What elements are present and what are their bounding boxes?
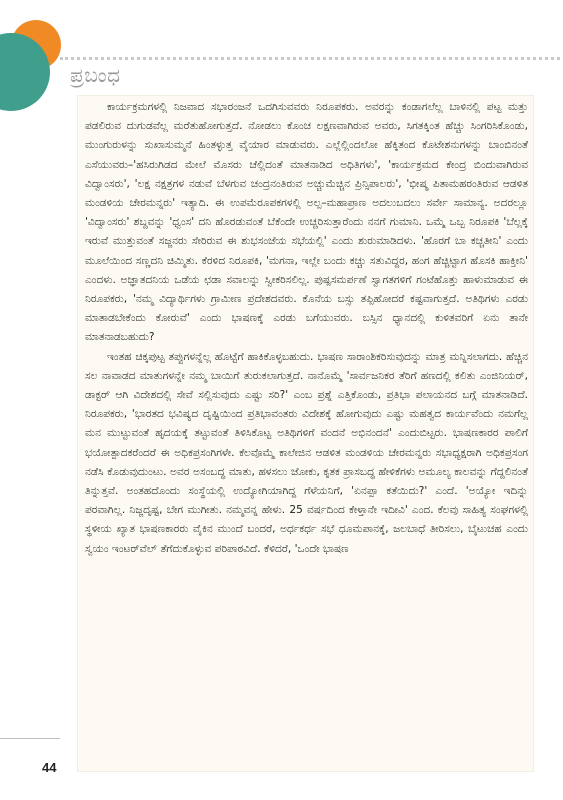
header-dotted-rule (60, 57, 560, 60)
page-number: 44 (42, 760, 57, 775)
article-body (85, 98, 528, 559)
article-paragraph-1: ಕಾರ್ಯಕ್ರಮಗಳಲ್ಲಿ ನಿಜವಾದ ಸಭಾರಂಜನೆ ಒದಗಿಸುವವರು ನಿರೂಪಕರು. ಅವರನ್ನು ಕಂಡಾಗಲೆಲ್ಲ ಬಾಳಿನಲ್ಲಿ ಪಟ್ಟ ಮತ್ತು ಪಡಲಿರುವ ದುಗುಡವೆಲ್ಲ ಮರೆತುಹೋಗುತ್ತದೆ. ನೋಡಲು ಕೊಂಚ ಲಕ್ಷಣವಾಗಿರುವ ಅವರು, ಸಿಗತಕ್ಕಿಂತ ಹೆಚ್ಚು ಸಿಂಗರಿಸಿಕೊಂಡು, ಮುಂಗುರುಳನ್ನು ಸುಖಾಸುಮ್ಮನೆ ಹಿಂತಳ್ಳುತ್ತ ವೈಯಾರ ಮಾಡುವರು. ಎಲ್ಲೆಲ್ಲಿಂದಲೋ ಹೆಕ್ಕಿತಂದ ಕೊಟೇಶನುಗಳನ್ನು ಬಾಂಬಿನಂತೆ ಎಸೆಯುವರು–'ಹಸಿರುಗಿಡದ ಮೇಲೆ ಮೊಸರು ಚೆಲ್ಲಿದಂತೆ ಮಾತನಾಡಿದ ಅಧಿತಿಗಳು', 'ಕಾರ್ಯಕ್ರಮದ ಕೇಂದ್ರ ಬಿಂದುವಾಗಿರುವ ವಿದ್ವಾಂಸರು', 'ಲಕ್ಷ ನಕ್ಷತ್ರಗಳ ನಡುವೆ ಬೆಳಗುವ ಚಂದ್ರನಂತಿರುವ ಅಚ್ಚುಮೆಚ್ಚಿನ ಪ್ರಿನ್ಸಿಪಾಲರು', 'ಭೀಷ್ಮ ಪಿತಾಮಹರಂತಿರುವ ಆಡಳಿತ ಮಂಡಳಿಯ ಚೇರಮನ್ನರು' ಇತ್ಯಾದಿ. ಈ ಉಪಮೆರೂಪಕಗಳಲ್ಲಿ ಅಲ್ಪ–ಮಹಾಪ್ರಾಣ ಅದಲುಬದಲು ಸರ್ವೇ ಸಾಮಾನ್ಯ. ಅದರಲ್ಲೂ 'ವಿದ್ವಾಂಸರು' ಶಬ್ದವನ್ನು 'ಧ್ವಂಸ' ದನಿ ಹೊರಡುವಂತೆ ಬೆಕೆಂದೇ ಉಚ್ಚರಿಸುತ್ತಾರೆಂದು ನನಗೆ ಗುಮಾನಿ. ಒಮ್ಮೆ ಒಬ್ಬ ನಿರೂಪಕಿ 'ಬೆಲ್ಲಕ್ಕೆ ಇರುವೆ ಮುತ್ತುವಂತೆ ಸಜ್ಜನರು ಸೇರಿರುವ ಈ ಶುಭಸಂಜೆಯ ಸಭೆಯಲ್ಲಿ' ಎಂದು ಶುರುಮಾಡಿದಳು. 'ಹೊರಗೆ ಬಾ ಕಚ್ಚತೀನಿ' ಎಂದು ಮೂಲೆಯಿಂದ ಸಣ್ಣದನಿ ಚಿಮ್ಮಿತು. ಕೆರಳಿದ ನಿರೂಪಕಿ, 'ಮಗನಾ, ಇಲ್ಲೇ ಬಂದು ಕಚ್ಚು ಸತುವಿದ್ದರ, ಹಂಗ ಹೆಚ್ಚಿಟ್ಟಾಗ ಹೊಸಕಿ ಹಾಕ್ತೀನಿ' ಎಂದಳು. ಅಜ್ಞಾತದನಿಯ ಒಡೆಯ ಛಡಾ ಸವಾಲನ್ನು ಸ್ವೀಕರಿಸಲಿಲ್ಲ. ಪುಷ್ಪಸಮರ್ಪಣೆ ಸ್ವಾಗತಗಳಿಗೆ ಗಂಟೆಹೊತ್ತು ಹಾಳುಮಾಡುವ ಈ ನಿರೂಪಕರು, 'ನಮ್ಮ ವಿದ್ಯಾರ್ಥಿಗಳು ಗ್ರಾಮೀಣ ಪ್ರದೇಶದವರು. ಕೊನೆಯ ಬಸ್ಸು ತಪ್ಪಿಹೋದರೆ ಕಷ್ಟವಾಗುತ್ತದೆ. ಅತಿಥಿಗಳು ಎರಡು ಮಾತಾಡಬೇಕೆಂದು ಕೋರುವೆ' ಎಂದು ಭಾಷಣಕ್ಕೆ ಎರಡು ಬಗೆಯುವರು. ಬಸ್ಸಿನ ಧ್ಯಾನದಲ್ಲಿ ಕುಳಿತವರಿಗೆ ಏನು ತಾನೇ ಮಾತನಾಡಬಹುದು? (85, 101, 528, 344)
article-paragraph-2: ಇಂತಹ ಚಿಕ್ಕಪುಟ್ಟ ತಪ್ಪುಗಳನ್ನೆಲ್ಲ ಹೊಟ್ಟೆಗೆ ಹಾಕಿಕೊಳ್ಳಬಹುದು. ಭಾಷಣ ಸಾರಾಂಶಿಕರಿಸುವುದನ್ನು ಮಾತ್ರ ಮನ್ನಿಸಲಾಗದು. ಹೆಚ್ಚಿನ ಸಲ ನಾವಾಡದ ಮಾತುಗಳನ್ನೇ ನಮ್ಮ ಬಾಯಿಗೆ ತುರುಕಲಾಗುತ್ತದೆ. ನಾನೊಮ್ಮೆ 'ಸಾರ್ವಜನಿಕರ ತೆರಿಗೆ ಹಣದಲ್ಲಿ ಕಲಿತು ಎಂಜಿನಿಯರ್, ಡಾಕ್ಟರ್ ಆಗಿ ವಿದೇಶದಲ್ಲಿ ಸೇವೆ ಸಲ್ಲಿಸುವುದು ಎಷ್ಟು ಸರಿ?' ಎಂಬ ಪ್ರಶ್ನೆ ಎತ್ತಿಕೊಂಡು, ಪ್ರತಿಭಾ ಪಲಾಯನದ ಬಗ್ಗೆ ಮಾತನಾಡಿದೆ. ನಿರೂಪಕರು, 'ಭಾರತದ ಭವಿಷ್ಯದ ದೃಷ್ಟಿಯಿಂದ ಪ್ರತಿಭಾವಂತರು ವಿದೇಶಕ್ಕೆ ಹೋಗುವುದು ಎಷ್ಟು ಮಹತ್ವದ ಕಾರ್ಯವೆಂದು ನಮಗೆಲ್ಲ ಮನ ಮುಟ್ಟುವಂತೆ ಹೃದಯಕ್ಕೆ ತಟ್ಟುವಂತೆ ತಿಳಿಸಿಕೊಟ್ಟ ಅತಿಥಿಗಳಿಗೆ ವಂದನೆ ಅಭಿನಂದನೆ' ಎಂದುಬಿಟ್ಟರು. ಭಾಷಣಕಾರರ ಪಾಲಿಗೆ ಭಯೋತ್ಪಾದಕರೆಂದರೆ ಈ ಅಧಿಕಪ್ರಸಂಗಿಗಳೇ. ಕೆಲವೊಮ್ಮೆ ಕಾಲೇಜಿನ ಆಡಳಿತ ಮಂಡಳಿಯ ಚೇರಮನ್ನರು ಸಭಾಧ್ಯಕ್ಷರಾಗಿ ಅಧಿಕಪ್ರಸಂಗ ನಡೆಸಿ ಕೊಡುವುದುಂಟು. ಅವರ ಅಸಂಬದ್ಧ ಮಾತು, ಹಳಸಲು ಜೋಕು, ಕೃತಕ ಪ್ರಾಸಬದ್ಧ ಹೇಳಿಕೆಗಳು ಅಮೂಲ್ಯ ಕಾಲವನ್ನು ಗೆದ್ದಲಿನಂತೆ ತಿನ್ನುತ್ತವೆ. ಅಂತಹದೊಂದು ಸಂಸ್ಥೆಯಲ್ಲಿ ಉದ್ಯೋಗಿಯಾಗಿದ್ದ ಗೆಳೆಯನಿಗೆ, 'ಏನಪ್ಪಾ ಕತೆಯಿದು?' ಎಂದೆ. 'ಅಯ್ಯೋ ಇದಿನ್ನು ಪರವಾಗಿಲ್ಲ. ನಿಜ್ಜದೃಷ್ಟ, ಬೇಗ ಮುಗೀತು. ನಮ್ಮವನ್ನ ಹೇಳು. 25 ವರ್ಷದಿಂದ ಕೇಳ್ತಾನೇ ಇದೀವಿ' ಎಂದ. ಕೆಲವು ಸಾಹಿತ್ಯ ಸಂಘಗಳಲ್ಲಿ ಸ್ಥಳೀಯ ಖ್ಯಾತ ಭಾಷಣಕಾರರು ವೈಕಿನ ಮುಂದೆ ಬಂದರೆ, ಅರ್ಧಕರ್ಧ ಸಭೆ ಧೂಮಪಾನಕ್ಕೆ, ಜಲಬಾಧೆ ತೀರಿಸಲು, ಬೈಟುಚಹ ಎಂದು ಸ್ವಯಂ ಇಂಟರ್‌ವೆಲ್ ತೆಗೆದುಕೊಳ್ಳುವ ಪರಿಪಾಠವಿದೆ. ಕೆಳಿದರೆ, 'ಒಂದೇ ಭಾಷಣ (85, 350, 528, 555)
footer-rule (0, 738, 60, 739)
section-label: ಪ್ರಬಂಧ (70, 63, 121, 87)
